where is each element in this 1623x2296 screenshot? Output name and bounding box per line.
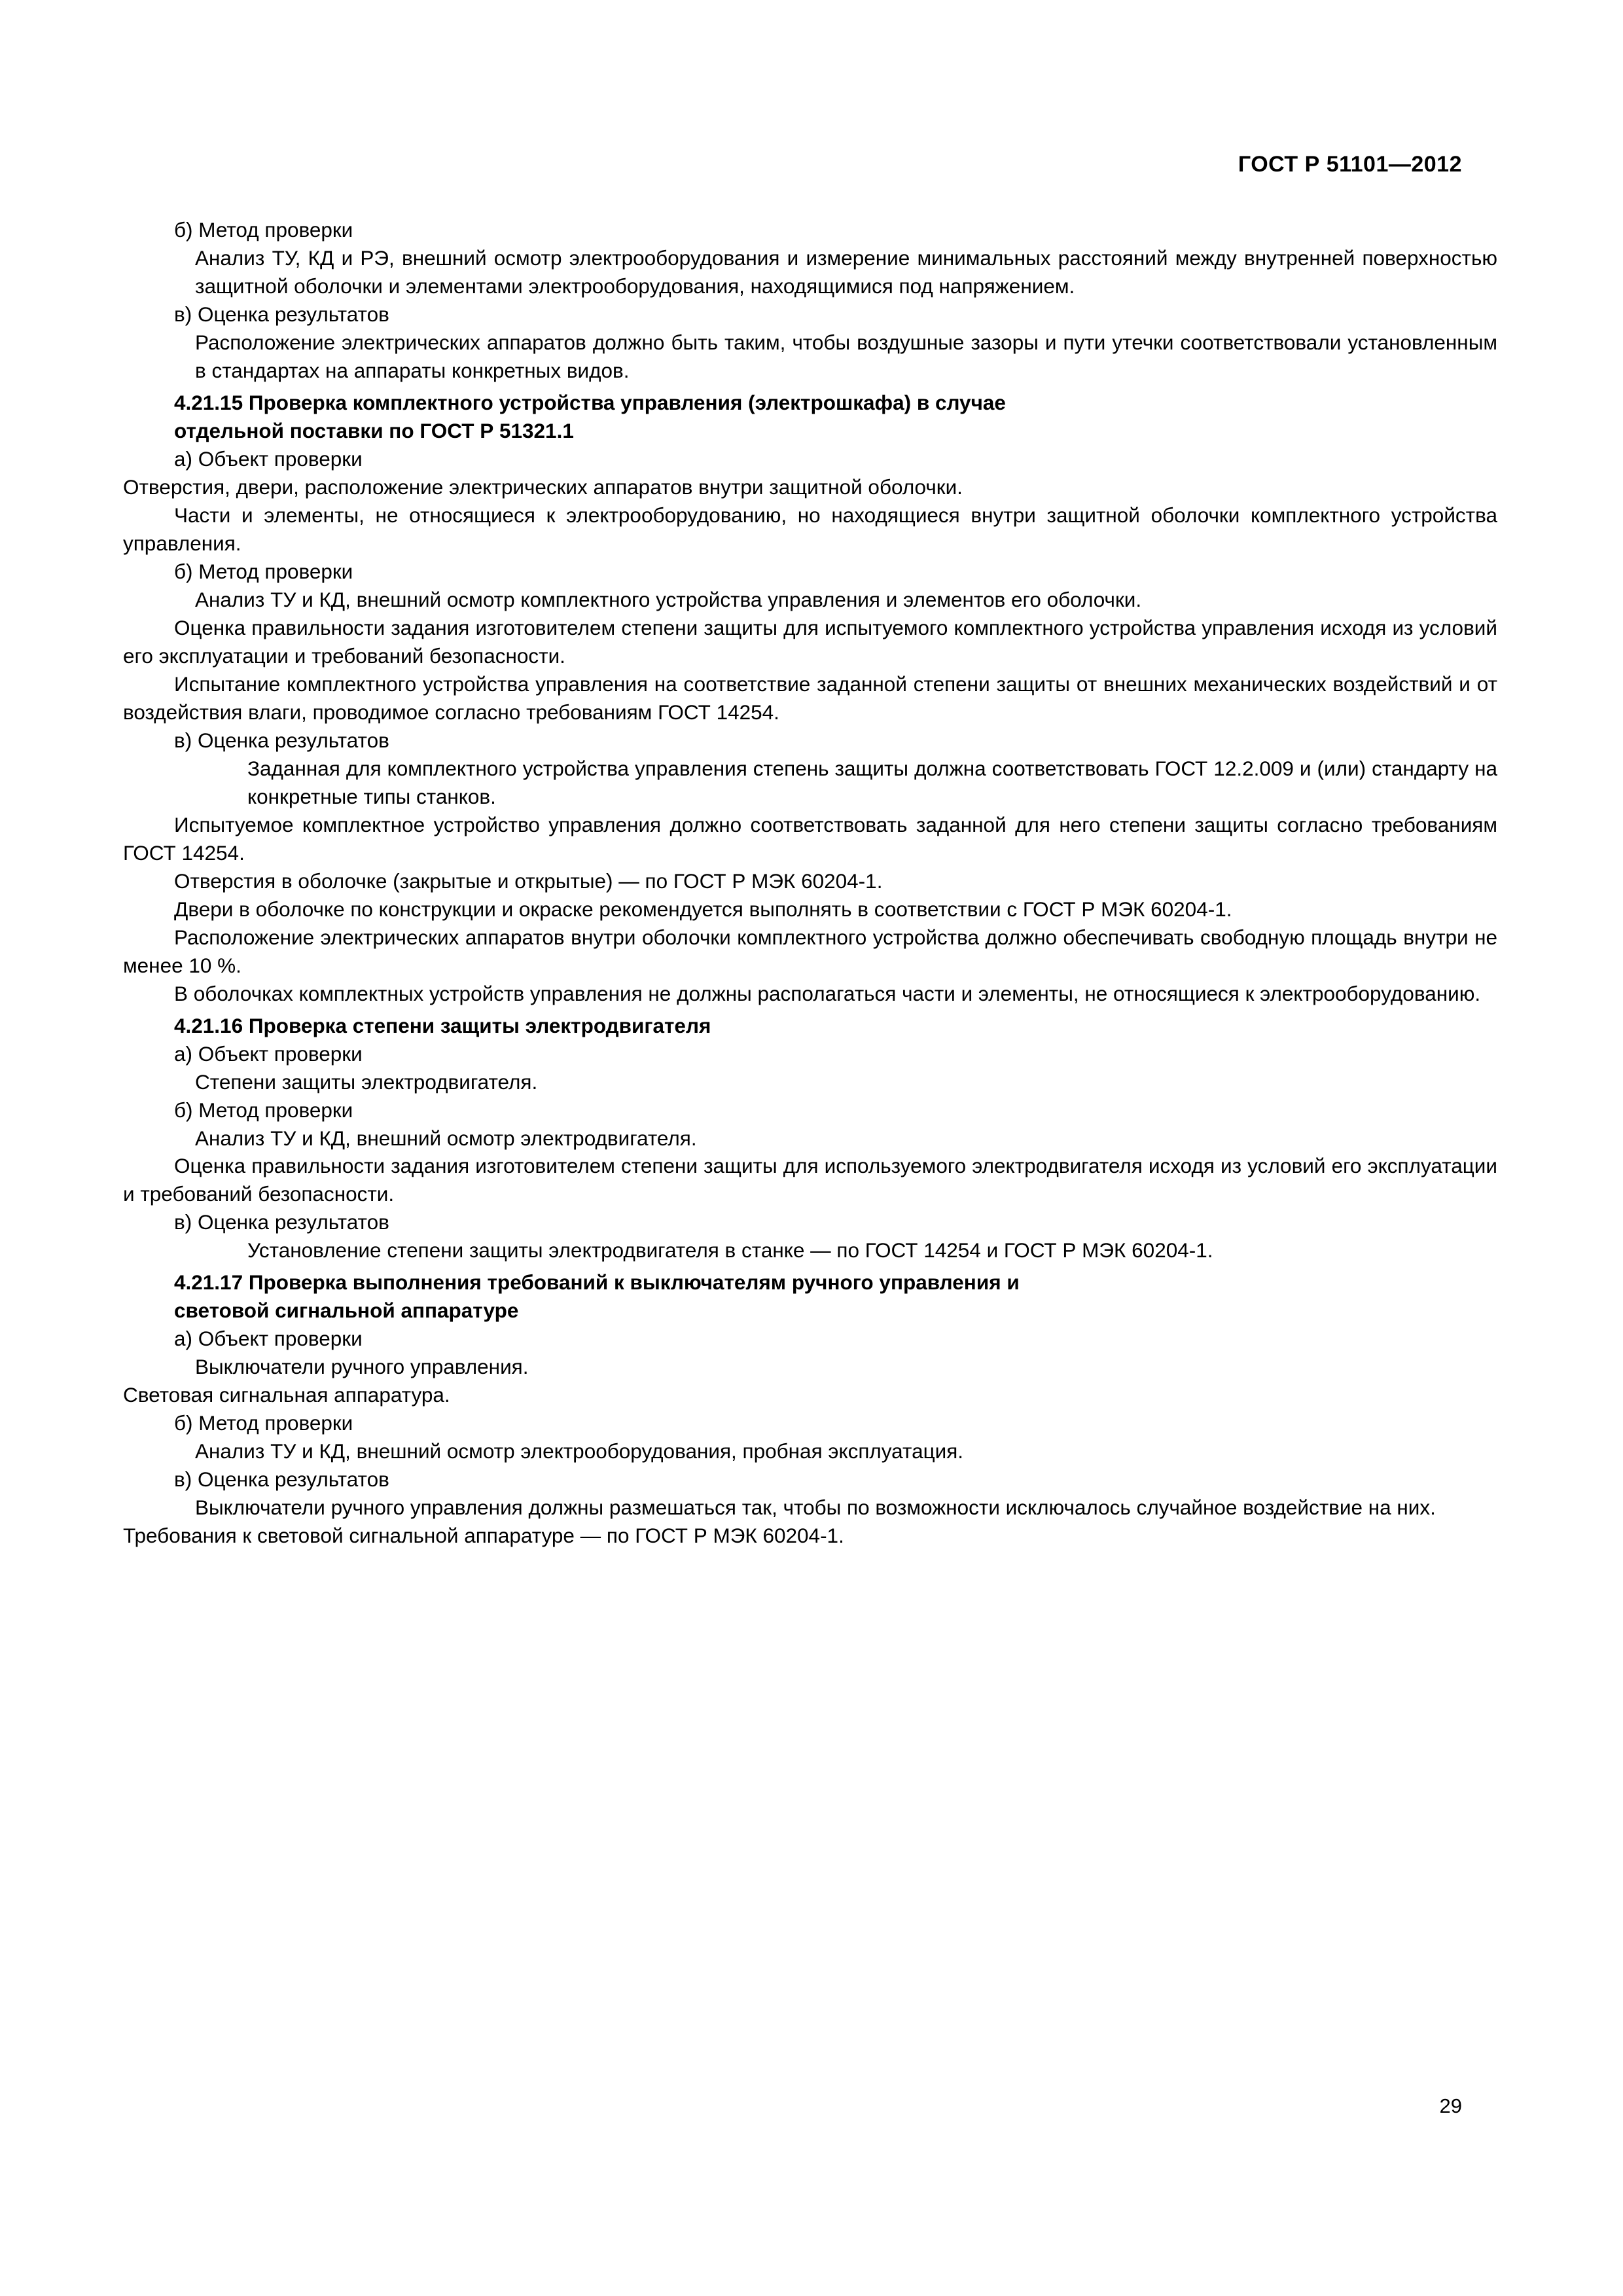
page-header-standard-number: ГОСТ Р 51101—2012 (1238, 152, 1462, 177)
paragraph-method-body-4: Анализ ТУ и КД, внешний осмотр электрооборудования, пробная эксплуатация. (195, 1439, 964, 1463)
paragraph-method-label-3: б) Метод проверки (174, 1098, 353, 1122)
paragraph-results-label-3: в) Оценка результатов (174, 1210, 389, 1234)
paragraph-assessment-correctness: Оценка правильности задания изготовителем степени защиты для испытуемого комплектного устройства управления исходя из условий его эксплуатации и требований безопасности. (123, 615, 1497, 668)
section-heading-4-21-16: 4.21.16 Проверка степени защиты электродвигателя (174, 1013, 711, 1037)
paragraph-apparatus-placement: Расположение электрических аппаратов внутри оболочки комплектного устройства должно обеспечивать свободную площадь внутри не менее 10 %. (123, 925, 1497, 977)
paragraph-method-label-2: б) Метод проверки (174, 559, 353, 583)
paragraph-method-label: б) Метод проверки (174, 218, 353, 242)
paragraph-object-label-4: а) Объект проверки (174, 1327, 363, 1351)
paragraph-method-label-4: б) Метод проверки (174, 1411, 353, 1435)
paragraph-parts-elements: Части и элементы, не относящиеся к электрооборудованию, но находящиеся внутри защитной оболочки комплектного устройства управления. (123, 503, 1497, 555)
paragraph-object-label-3: а) Объект проверки (174, 1041, 363, 1066)
section-heading-4-21-17-line2: световой сигнальной аппаратуре (174, 1299, 519, 1323)
paragraph-doors: Двери в оболочке по конструкции и окраске рекомендуется выполнять в соответствии с ГОСТ Р МЭК 60204-1. (174, 897, 1232, 921)
paragraph-results-label-2: в) Оценка результатов (174, 728, 389, 752)
paragraph-results-body: Расположение электрических аппаратов должно быть таким, чтобы воздушные зазоры и пути утечки соответствовали установленным в стандартах на аппараты конкретных видов. (195, 330, 1497, 382)
paragraph-assessment-motor: Оценка правильности задания изготовителем степени защиты для используемого электродвигателя исходя из условий его эксплуатации и требований безопасности. (123, 1154, 1497, 1206)
section-heading-4-21-17-line1: 4.21.17 Проверка выполнения требований к выключателям ручного управления и (174, 1270, 1020, 1295)
section-heading-4-21-15-line1: 4.21.15 Проверка комплектного устройства управления (электрошкафа) в случае (174, 390, 1006, 414)
paragraph-method-body-2: Анализ ТУ и КД, внешний осмотр комплектного устройства управления и элементов его оболочки. (195, 587, 1142, 611)
paragraph-enclosure-contents: В оболочках комплектных устройств управления не должны располагаться части и элементы, не относящиеся к электрооборудованию. (174, 981, 1481, 1005)
paragraph-method-body-3: Анализ ТУ и КД, внешний осмотр электродвигателя. (195, 1126, 697, 1150)
paragraph-openings: Отверстия в оболочке (закрытые и открытые) — по ГОСТ Р МЭК 60204-1. (174, 869, 883, 893)
paragraph-results-label: в) Оценка результатов (174, 302, 389, 326)
section-heading-4-21-15-line2: отдельной поставки по ГОСТ Р 51321.1 (174, 418, 574, 442)
paragraph-signal-requirements: Требования к световой сигнальной аппаратуре — по ГОСТ Р МЭК 60204-1. (123, 1524, 844, 1548)
paragraph-method-body: Анализ ТУ, КД и РЭ, внешний осмотр электрооборудования и измерение минимальных расстояний между внутренней поверхностью защитной оболочки и элементами электрооборудования, находящимися под напряжением. (195, 245, 1497, 298)
paragraph-results-body-4: Выключатели ручного управления должны размешаться так, чтобы по возможности исключалось случайное воздействие на них. (195, 1496, 1436, 1520)
paragraph-testing-device: Испытание комплектного устройства управления на соответствие заданной степени защиты от внешних механических воздействий и от воздействия влаги, проводимое согласно требованиям ГОСТ 14254. (123, 672, 1497, 724)
paragraph-results-body-2: Заданная для комплектного устройства управления степень защиты должна соответствовать ГОСТ 12.2.009 и (или) стандарту на конкретные типы станков. (247, 756, 1497, 808)
paragraph-signal-equipment: Световая сигнальная аппаратура. (123, 1383, 450, 1407)
paragraph-object-body-3: Степени защиты электродвигателя. (195, 1069, 538, 1094)
page-number: 29 (1439, 2094, 1462, 2117)
paragraph-object-body-4: Выключатели ручного управления. (195, 1355, 529, 1379)
paragraph-object-body: Отверстия, двери, расположение электрических аппаратов внутри защитной оболочки. (123, 475, 963, 499)
paragraph-tested-device: Испытуемое комплектное устройство управления должно соответствовать заданной для него степени защиты согласно требованиям ГОСТ 14254. (123, 812, 1497, 865)
paragraph-results-body-3: Установление степени защиты электродвигателя в станке — по ГОСТ 14254 и ГОСТ Р МЭК 60204-1. (247, 1238, 1213, 1263)
paragraph-object-label: а) Объект проверки (174, 446, 363, 471)
page-body (123, 216, 1497, 1550)
paragraph-results-label-4: в) Оценка результатов (174, 1467, 389, 1492)
